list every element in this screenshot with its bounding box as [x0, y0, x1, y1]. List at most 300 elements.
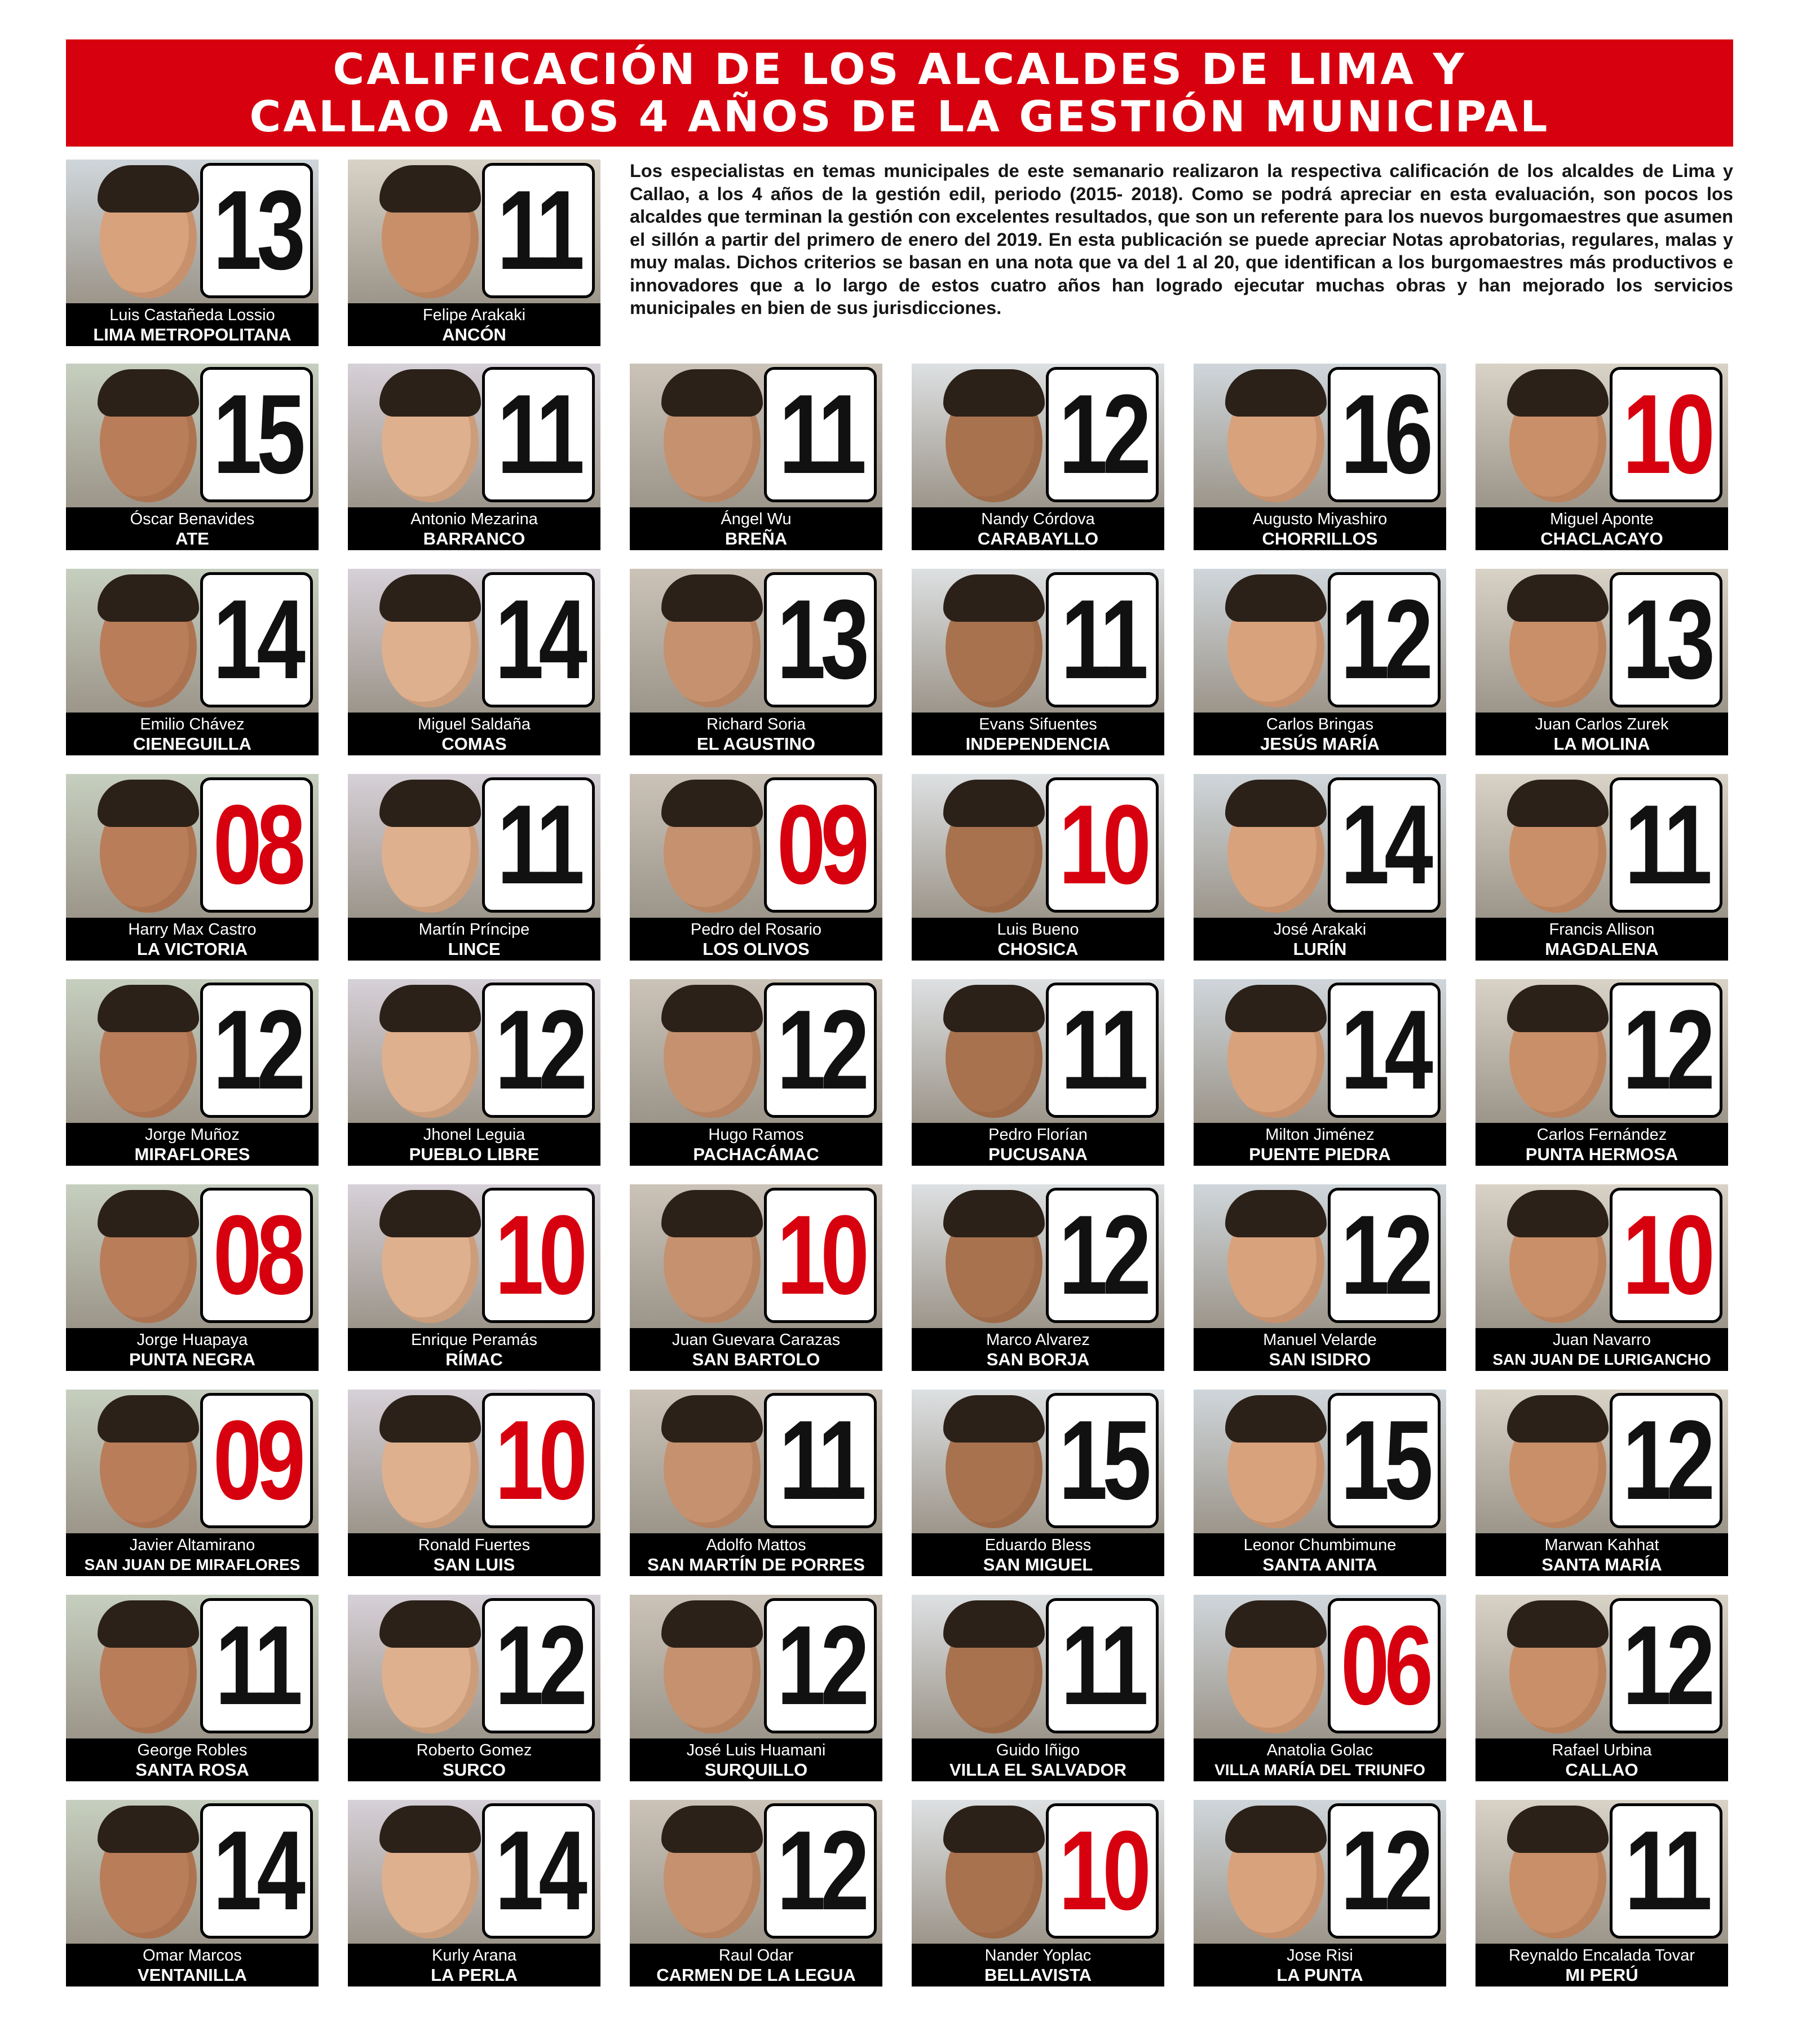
- mayor-name: Pedro Florían: [988, 1125, 1088, 1144]
- grade-box: [200, 777, 313, 913]
- district-name: SANTA MARÍA: [1541, 1554, 1662, 1574]
- mayor-card: [1194, 1390, 1446, 1576]
- district-name: EL AGUSTINO: [696, 733, 816, 754]
- district-name: CALLAO: [1565, 1759, 1638, 1780]
- grade-value: 14: [1340, 782, 1428, 908]
- district-name: COMAS: [441, 733, 507, 754]
- mayor-card: [348, 1390, 600, 1576]
- mayor-name: Felipe Arakaki: [422, 306, 526, 324]
- grade-box: [1610, 1188, 1722, 1323]
- mayor-card: [912, 1800, 1164, 1987]
- hair-shape: [943, 1806, 1045, 1853]
- district-name: VILLA MARÍA DEL TRIUNFO: [1214, 1760, 1425, 1778]
- grade-value: 11: [1061, 987, 1144, 1113]
- hair-shape: [661, 1395, 763, 1443]
- mayor-card: [1475, 979, 1728, 1166]
- mayor-caption: [66, 303, 319, 346]
- grade-box: [482, 572, 595, 707]
- mayor-caption: [912, 507, 1164, 550]
- hair-shape: [1507, 574, 1609, 622]
- mayor-card: [1194, 774, 1446, 961]
- mayor-name: Óscar Benavides: [130, 510, 255, 528]
- grade-box: [200, 163, 313, 298]
- hair-shape: [379, 574, 481, 622]
- grade-box: [1610, 367, 1722, 502]
- mayor-card: [1194, 1800, 1446, 1987]
- grade-box: [482, 1598, 595, 1733]
- district-name: PUNTA HERMOSA: [1525, 1144, 1678, 1164]
- mayor-caption: [1194, 918, 1446, 961]
- mayor-caption: [1194, 1944, 1446, 1987]
- grade-value: 13: [1622, 577, 1710, 702]
- mayor-caption: [66, 918, 319, 961]
- mayor-card: [1475, 1800, 1728, 1987]
- grade-value: 11: [1624, 782, 1708, 908]
- mayor-name: Jorge Huapaya: [136, 1330, 248, 1349]
- mayor-card: [66, 160, 319, 346]
- grade-box: [1046, 1393, 1159, 1528]
- district-name: SAN BARTOLO: [692, 1349, 820, 1369]
- hair-shape: [379, 1190, 481, 1237]
- mayor-caption: [912, 1123, 1164, 1166]
- mayor-name: Nandy Córdova: [981, 510, 1095, 528]
- mayor-caption: [1475, 1123, 1728, 1166]
- mayor-name: Javier Altamirano: [129, 1536, 255, 1554]
- mayor-name: Roberto Gomez: [416, 1741, 532, 1759]
- grade-box: [200, 1188, 313, 1323]
- mayor-photo: [1475, 774, 1728, 918]
- mayor-photo: [1194, 364, 1446, 507]
- grade-box: [200, 1393, 313, 1528]
- mayor-caption: [348, 918, 600, 961]
- grade-box: [764, 367, 877, 502]
- hair-shape: [379, 1600, 481, 1648]
- district-name: SAN MIGUEL: [983, 1554, 1093, 1574]
- mayor-caption: [912, 918, 1164, 961]
- mayor-card: [1194, 979, 1446, 1166]
- mayor-photo: [66, 569, 319, 713]
- district-name: CHACLACAYO: [1540, 528, 1663, 548]
- mayor-photo: [1194, 774, 1446, 918]
- mayor-photo: [912, 569, 1164, 713]
- grade-value: 09: [213, 1397, 301, 1523]
- grade-box: [1046, 1598, 1159, 1733]
- mayor-photo: [1194, 1390, 1446, 1533]
- mayor-photo: [630, 1595, 882, 1738]
- mayor-card: [912, 364, 1164, 550]
- mayor-caption: [1194, 713, 1446, 755]
- mayor-photo: [1475, 1595, 1728, 1738]
- grade-box: [482, 1803, 595, 1939]
- mayor-card: [66, 1800, 319, 1987]
- hair-shape: [98, 369, 199, 417]
- hair-shape: [98, 780, 199, 827]
- mayor-card: [912, 774, 1164, 961]
- grade-box: [764, 1803, 877, 1939]
- mayor-name: Enrique Peramás: [410, 1330, 538, 1349]
- hair-shape: [98, 1600, 199, 1648]
- mayor-photo: [1194, 1800, 1446, 1944]
- mayor-card: [348, 569, 600, 755]
- mayor-card: [66, 1184, 319, 1371]
- mayor-card: [630, 364, 882, 550]
- grade-box: [1610, 983, 1722, 1118]
- mayor-card: [1475, 1184, 1728, 1371]
- grade-value: 12: [213, 987, 301, 1113]
- mayor-photo: [912, 364, 1164, 507]
- mayor-photo: [630, 774, 882, 918]
- district-name: CARABAYLLO: [977, 528, 1099, 548]
- mayor-photo: [348, 1595, 600, 1738]
- mayor-card: [348, 364, 600, 550]
- grade-box: [764, 777, 877, 913]
- district-name: MIRAFLORES: [134, 1144, 250, 1164]
- grade-value: 13: [776, 577, 864, 702]
- mayor-name: Carlos Fernández: [1536, 1125, 1667, 1144]
- grade-value: 12: [1622, 1603, 1710, 1728]
- mayor-caption: [348, 713, 600, 755]
- mayor-photo: [66, 1595, 319, 1738]
- mayor-name: Juan Navarro: [1552, 1330, 1651, 1349]
- mayor-caption: [1475, 713, 1728, 755]
- grade-value: 10: [494, 1397, 582, 1523]
- title-banner: [66, 39, 1733, 147]
- mayor-caption: [630, 507, 882, 550]
- grade-box: [482, 163, 595, 298]
- grade-box: [764, 1598, 877, 1733]
- hair-shape: [379, 165, 481, 213]
- district-name: JESÚS MARÍA: [1260, 733, 1380, 754]
- mayor-name: Richard Soria: [706, 715, 806, 733]
- grade-box: [1046, 1188, 1159, 1323]
- hair-shape: [661, 574, 763, 622]
- mayor-caption: [912, 1738, 1164, 1781]
- district-name: PUEBLO LIBRE: [409, 1144, 540, 1164]
- mayor-caption: [66, 1123, 319, 1166]
- grade-value: 06: [1340, 1603, 1428, 1728]
- mayor-caption: [630, 1533, 882, 1576]
- mayor-caption: [912, 1533, 1164, 1576]
- mayor-photo: [912, 1800, 1164, 1944]
- mayor-name: Kurly Arana: [432, 1946, 516, 1965]
- hair-shape: [1225, 985, 1327, 1032]
- mayor-card: [1475, 1390, 1728, 1576]
- district-name: SURCO: [443, 1759, 506, 1780]
- district-name: CIENEGUILLA: [132, 733, 252, 754]
- grade-value: 10: [1058, 1808, 1146, 1934]
- hair-shape: [98, 1395, 199, 1443]
- mayor-card: [1475, 569, 1728, 755]
- mayor-name: Miguel Aponte: [1550, 510, 1654, 528]
- mayor-photo: [1194, 1595, 1446, 1738]
- hair-shape: [661, 1190, 763, 1237]
- mayor-photo: [630, 1184, 882, 1328]
- grade-value: 12: [1340, 1808, 1428, 1934]
- mayor-photo: [348, 160, 600, 303]
- mayor-photo: [348, 569, 600, 713]
- mayor-name: Luis Bueno: [997, 920, 1079, 939]
- district-name: SAN BORJA: [986, 1349, 1090, 1369]
- grade-value: 12: [1340, 1192, 1428, 1318]
- mayor-name: José Arakaki: [1273, 920, 1367, 939]
- mayor-card: [1194, 364, 1446, 550]
- district-name: SAN JUAN DE MIRAFLORES: [84, 1555, 301, 1573]
- grade-box: [764, 1393, 877, 1528]
- hair-shape: [379, 1806, 481, 1853]
- hair-shape: [943, 985, 1045, 1032]
- grade-box: [1328, 572, 1441, 707]
- mayor-caption: [1475, 507, 1728, 550]
- district-name: BREÑA: [724, 528, 788, 548]
- mayor-caption: [630, 1123, 882, 1166]
- grade-box: [1328, 1598, 1441, 1733]
- grade-box: [1046, 367, 1159, 502]
- district-name: CHOSICA: [997, 939, 1079, 959]
- mayor-card: [66, 569, 319, 755]
- mayor-caption: [1475, 1533, 1728, 1576]
- mayor-card: [348, 160, 600, 346]
- mayor-caption: [1475, 918, 1728, 961]
- mayor-card: [66, 1595, 319, 1781]
- district-name: CARMEN DE LA LEGUA: [656, 1965, 856, 1985]
- district-name: SANTA ANITA: [1262, 1554, 1377, 1574]
- mayor-photo: [66, 1184, 319, 1328]
- mayor-photo: [912, 1390, 1164, 1533]
- grade-value: 11: [1061, 577, 1144, 702]
- mayor-card: [912, 1184, 1164, 1371]
- mayor-name: Juan Guevara Carazas: [672, 1330, 841, 1349]
- district-name: INDEPENDENCIA: [965, 733, 1111, 754]
- mayor-card: [66, 364, 319, 550]
- grade-value: 14: [494, 1808, 582, 1934]
- mayor-photo: [912, 774, 1164, 918]
- mayor-caption: [66, 1738, 319, 1781]
- hair-shape: [943, 1395, 1045, 1443]
- district-name: LA PUNTA: [1276, 1965, 1363, 1985]
- district-name: BARRANCO: [423, 528, 525, 548]
- grade-box: [200, 1598, 313, 1733]
- grade-value: 15: [1058, 1397, 1146, 1523]
- mayor-photo: [348, 1390, 600, 1533]
- grade-value: 12: [494, 1603, 582, 1728]
- district-name: VENTANILLA: [137, 1965, 248, 1985]
- mayor-card: [348, 1800, 600, 1987]
- mayor-caption: [66, 1944, 319, 1987]
- district-name: LINCE: [448, 939, 501, 959]
- grade-box: [1328, 777, 1441, 913]
- mayor-card: [1194, 1184, 1446, 1371]
- district-name: PUENTE PIEDRA: [1249, 1144, 1391, 1164]
- mayor-photo: [1475, 1184, 1728, 1328]
- hair-shape: [1507, 985, 1609, 1032]
- hair-shape: [379, 780, 481, 827]
- grade-value: 12: [1058, 1192, 1146, 1318]
- mayor-photo: [630, 364, 882, 507]
- mayor-card: [630, 1800, 882, 1987]
- mayor-name: Pedro del Rosario: [690, 920, 822, 939]
- mayor-name: Antonio Mezarina: [410, 510, 538, 528]
- mayor-caption: [348, 1533, 600, 1576]
- mayor-caption: [630, 1944, 882, 1987]
- grade-box: [1610, 777, 1722, 913]
- intro-paragraph: Los especialistas en temas municipales de este semanario realizaron la respectiva calificación de los alcaldes de Lima y Callao, a los 4 años de la gestión edil, periodo (2015- 2018). Como se podrá apreciar en esta evaluación, son pocos los alcaldes que terminan la gestión con excelentes resultados, que son un referente para los nuevos burgomaestres que asumen el sillón a partir del primero de enero del 2019. En esta publicación se puede apreciar Notas aprobatorias, regulares, malas y muy malas. Dichos criterios se basan en una nota que va del 1 al 20, que identifican a los burgomaestres más productivos e innovadores que a lo largo de estos cuatro años han logrado ejecutar muchas obras y han mejorado los servicios municipales en bien de sus jurisdicciones.: [630, 161, 1733, 318]
- grade-value: 12: [776, 1808, 864, 1934]
- district-name: PACHACÁMAC: [693, 1144, 819, 1164]
- grade-box: [1046, 777, 1159, 913]
- mayor-card: [1194, 569, 1446, 755]
- district-name: ATE: [175, 528, 209, 548]
- mayor-photo: [348, 1184, 600, 1328]
- grade-value: 13: [213, 167, 301, 293]
- mayor-card: [630, 774, 882, 961]
- district-name: MAGDALENA: [1545, 939, 1659, 959]
- grade-value: 12: [776, 1603, 864, 1728]
- grade-box: [482, 367, 595, 502]
- grade-value: 11: [1061, 1603, 1144, 1728]
- mayor-photo: [1194, 1184, 1446, 1328]
- grade-box: [764, 983, 877, 1118]
- hair-shape: [1225, 780, 1327, 827]
- mayor-caption: [348, 1738, 600, 1781]
- grade-value: 10: [1622, 1192, 1710, 1318]
- mayor-card: [1475, 774, 1728, 961]
- mayor-photo: [1475, 364, 1728, 507]
- mayor-card: [66, 979, 319, 1166]
- district-name: BELLAVISTA: [984, 1965, 1092, 1985]
- hair-shape: [943, 369, 1045, 417]
- mayor-photo: [1194, 569, 1446, 713]
- grade-box: [200, 1803, 313, 1939]
- title-line-2: CALLAO A LOS 4 AÑOS DE LA GESTIÓN MUNICIPAL: [249, 91, 1550, 141]
- grade-box: [1046, 1803, 1159, 1939]
- mayor-name: Eduardo Bless: [984, 1536, 1092, 1554]
- district-name: SAN JUAN DE LURIGANCHO: [1492, 1350, 1711, 1368]
- mayor-caption: [66, 1328, 319, 1371]
- district-name: LURÍN: [1293, 939, 1347, 959]
- hair-shape: [379, 369, 481, 417]
- mayor-name: Leonor Chumbimune: [1243, 1536, 1397, 1554]
- grade-value: 11: [497, 371, 580, 497]
- hair-shape: [943, 780, 1045, 827]
- hair-shape: [1507, 780, 1609, 827]
- district-name: PUCUSANA: [988, 1144, 1088, 1164]
- hair-shape: [98, 1190, 199, 1237]
- grade-box: [1610, 1393, 1722, 1528]
- mayor-photo: [1475, 1390, 1728, 1533]
- mayor-name: Miguel Saldaña: [418, 715, 531, 733]
- mayor-name: Manuel Velarde: [1263, 1330, 1377, 1349]
- grade-box: [1328, 1803, 1441, 1939]
- hair-shape: [98, 574, 199, 622]
- grade-value: 12: [1622, 1397, 1710, 1523]
- mayor-caption: [348, 303, 600, 346]
- grade-value: 11: [497, 167, 580, 293]
- mayor-name: Juan Carlos Zurek: [1535, 715, 1669, 733]
- mayor-name: George Robles: [137, 1741, 248, 1759]
- mayor-photo: [66, 160, 319, 303]
- grade-box: [1328, 367, 1441, 502]
- mayor-name: Augusto Miyashiro: [1252, 510, 1388, 528]
- district-name: LIMA METROPOLITANA: [93, 324, 291, 344]
- mayor-caption: [348, 1944, 600, 1987]
- mayor-caption: [1194, 1123, 1446, 1166]
- hair-shape: [379, 985, 481, 1032]
- mayor-name: Carlos Bringas: [1266, 715, 1374, 733]
- grade-value: 12: [494, 987, 582, 1113]
- mayor-photo: [1475, 1800, 1728, 1944]
- mayor-caption: [348, 1328, 600, 1371]
- mayor-card: [630, 1184, 882, 1371]
- grade-value: 14: [213, 577, 301, 702]
- grade-value: 12: [1058, 371, 1146, 497]
- district-name: ANCÓN: [442, 324, 506, 344]
- hair-shape: [1225, 1806, 1327, 1853]
- district-name: LOS OLIVOS: [703, 939, 810, 959]
- grade-value: 15: [213, 371, 301, 497]
- mayor-card: [630, 1595, 882, 1781]
- mayor-card: [66, 1390, 319, 1576]
- district-name: LA PERLA: [431, 1965, 518, 1985]
- mayor-caption: [912, 1328, 1164, 1371]
- mayor-card: [348, 1184, 600, 1371]
- mayor-caption: [348, 507, 600, 550]
- mayor-caption: [630, 713, 882, 755]
- grade-box: [482, 983, 595, 1118]
- mayor-name: Harry Max Castro: [128, 920, 257, 939]
- grade-box: [200, 367, 313, 502]
- hair-shape: [943, 1600, 1045, 1648]
- mayor-caption: [912, 1944, 1164, 1987]
- grade-box: [1328, 983, 1441, 1118]
- mayor-name: Hugo Ramos: [708, 1125, 804, 1144]
- hair-shape: [1225, 1600, 1327, 1648]
- mayor-card: [348, 979, 600, 1166]
- mayor-photo: [66, 364, 319, 507]
- mayor-caption: [1475, 1328, 1728, 1371]
- mayor-caption: [1194, 1328, 1446, 1371]
- mayor-card: [1475, 1595, 1728, 1781]
- mayor-name: Adolfo Mattos: [706, 1536, 806, 1554]
- mayor-card: [348, 774, 600, 961]
- mayor-name: Reynaldo Encalada Tovar: [1509, 1946, 1695, 1965]
- grade-value: 10: [1622, 371, 1710, 497]
- grade-value: 09: [776, 782, 864, 908]
- mayor-caption: [630, 1328, 882, 1371]
- hair-shape: [661, 1806, 763, 1853]
- mayor-photo: [912, 1184, 1164, 1328]
- district-name: SURQUILLO: [704, 1759, 808, 1780]
- mayor-caption: [1194, 1738, 1446, 1781]
- grade-value: 12: [776, 987, 864, 1113]
- grade-box: [1610, 572, 1722, 707]
- mayor-card: [912, 979, 1164, 1166]
- mayor-photo: [348, 1800, 600, 1944]
- grade-box: [1046, 983, 1159, 1118]
- grade-value: 11: [779, 1397, 862, 1523]
- grade-value: 14: [1340, 987, 1428, 1113]
- grade-value: 11: [215, 1603, 298, 1728]
- mayor-name: Nander Yoplac: [984, 1946, 1092, 1965]
- mayor-caption: [1475, 1738, 1728, 1781]
- hair-shape: [1507, 1395, 1609, 1443]
- mayor-name: Omar Marcos: [143, 1946, 242, 1965]
- mayor-caption: [912, 713, 1164, 755]
- grade-box: [764, 572, 877, 707]
- mayor-name: Martín Príncipe: [418, 920, 530, 939]
- mayor-photo: [630, 1390, 882, 1533]
- mayor-photo: [1475, 979, 1728, 1123]
- grade-value: 16: [1340, 371, 1428, 497]
